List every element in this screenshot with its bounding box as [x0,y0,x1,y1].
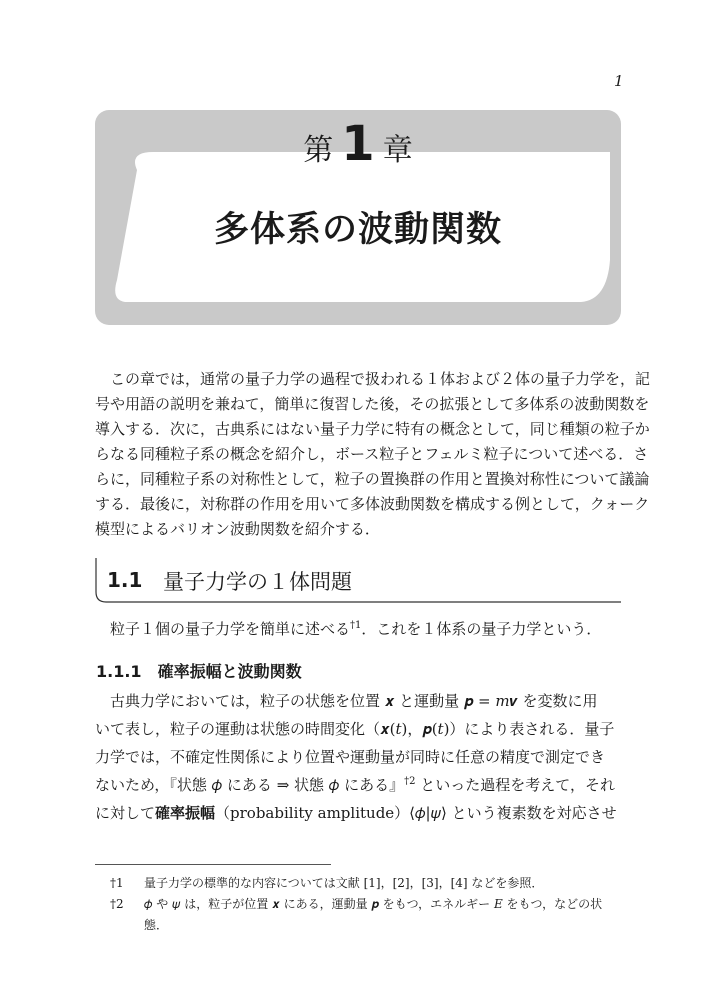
chapter-number: 1 [341,116,375,172]
chapter-banner [95,110,621,325]
body-line: 古典力学においては，粒子の状態を位置 𝒙 と運動量 𝒑 = 𝑚𝒗 を変数に用 [110,692,598,710]
footnote-mark: †1 [110,876,124,890]
footnote-ref: †2 [404,776,416,787]
footnote [144,916,168,933]
body-line-lead: に対して [95,804,156,822]
intro-line: 号や用語の説明を兼ねて，簡単に復習した後，その拡張として多体系の波動関数を [95,395,650,413]
chapter-title: 多体系の波動関数 [213,210,502,250]
intro-line: 導入する．次に，古典系にはない量子力学に特有の概念として，同じ種類の粒子か [95,420,650,438]
footnote [110,874,543,891]
intro-line: らなる同種粒子系の概念を紹介し，ボース粒子とフェルミ粒子について述べる．さ [95,445,649,463]
section-number: 1.1 [107,568,143,592]
page-number: 1 [614,72,624,90]
body-line-text: ないため，『状態 𝜙 にある ⇒ 状態 𝜙 にある』 [95,776,405,794]
section-heading [95,556,621,604]
term-emphasis: 確率振幅 [155,804,216,822]
footnote-text: 𝜙 や 𝜓 は，粒子が位置 𝒙 にある，運動量 𝒑 をもつ，エネルギー 𝐸 をもつ，などの状 [144,897,603,911]
body-line: 力学では，不確定性関係により位置や運動量が同時に任意の精度で測定でき [95,748,606,766]
chapter-prefix: 第 [303,133,334,168]
subsection-heading [96,659,302,682]
chapter-heading [95,116,621,172]
section-lead-text: 粒子１個の量子力学を簡単に述べる [110,620,351,638]
intro-line: する．最後に，対称群の作用を用いて多体波動関数を構成する例として，クォーク [95,495,650,513]
footnote-text: 量子力学の標準的な内容については文献 [1]，[2]，[3]，[4] などを参照． [144,876,544,890]
intro-line: この章では，通常の量子力学の過程で扱われる１体および２体の量子力学を，記 [110,370,651,388]
footnote [110,895,602,912]
body-line-tail: といった過程を考えて，それ [415,776,615,794]
body-line-tail: （probability amplitude）⟨𝜙|𝜓⟩ という複素数を対応させ [215,804,617,822]
body-line [95,802,617,823]
section-lead-tail: ．これを１体系の量子力学という． [361,620,602,638]
footnote-mark: †2 [110,897,124,911]
subsection-title: 確率振幅と波動関数 [157,662,302,681]
intro-line: 模型によるバリオン波動関数を紹介する． [95,520,380,538]
body-line [95,774,615,795]
section-lead [110,618,601,639]
chapter-suffix: 章 [382,133,413,168]
intro-line: らに，同種粒子系の対称性として，粒子の置換群の作用と置換対称性について議論 [95,470,650,488]
subsection-number: 1.1.1 [96,662,142,681]
footnote-divider [95,864,331,865]
section-title: 量子力学の１体問題 [163,570,352,594]
body-line: いて表し，粒子の運動は状態の時間変化（𝒙(𝑡)，𝒑(𝑡)）により表される．量子 [95,720,615,738]
footnote-ref: †1 [350,620,362,631]
footnote-text: 態． [144,918,169,932]
